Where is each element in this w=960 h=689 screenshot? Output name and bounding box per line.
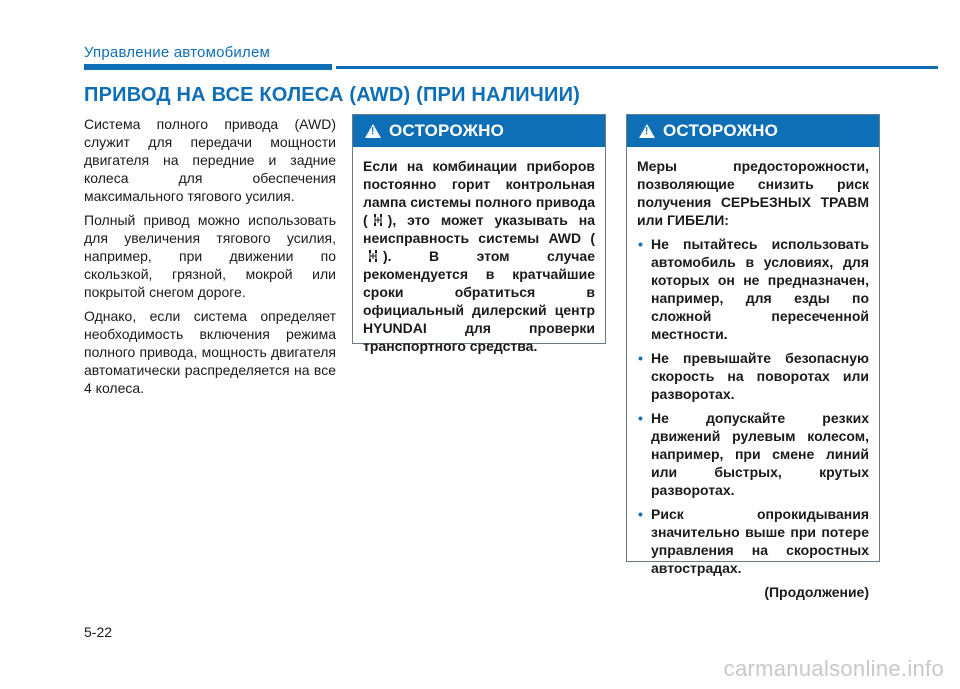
awd-warning-lamp-icon <box>371 213 385 227</box>
list-item-text: Не допускайте резких движений рулевым колесом, например, при смене линий или быстрых, крутых разворотах. <box>651 410 869 498</box>
warning-intro: Меры предосторожности, позволяющие снизить риск получения СЕРЬЕЗНЫХ ТРАВМ или ГИБЕЛИ: <box>637 158 869 228</box>
list-item <box>637 235 869 343</box>
list-item-text: Не превышайте безопасную скорость на поворотах или разворотах. <box>651 350 869 402</box>
body-text-column <box>84 115 336 403</box>
page-title: ПРИВОД НА ВСЕ КОЛЕСА (AWD) (ПРИ НАЛИЧИИ) <box>84 84 581 106</box>
watermark: carmanualsonline.info <box>723 656 944 681</box>
list-item <box>637 505 869 577</box>
header-rule-thin <box>336 66 938 69</box>
page-number: 5-22 <box>84 624 113 640</box>
list-item <box>637 349 869 403</box>
list-item-text: Риск опрокидывания значительно выше при потере управления на скоростных автострадах. <box>651 506 869 576</box>
warning-heading: ОСТОРОЖНО <box>663 121 779 140</box>
warning-triangle-icon: ! <box>639 124 655 138</box>
bullet-dot-icon: • <box>638 410 643 426</box>
bullet-dot-icon: • <box>638 350 643 366</box>
header-section-name: Управление автомобилем <box>84 44 271 61</box>
continued-label: (Продолжение) <box>764 584 869 600</box>
header-rule-thick <box>84 64 332 70</box>
list-item-text: Не пытайтесь использовать автомобиль в условиях, для которых он не предназначен, например, для езды по сложной пересеченной местности. <box>651 236 869 342</box>
warning-text: Если на комбинации приборов постоянно горит контрольная лампа системы полного привода ( <box>363 158 595 228</box>
warning-bullet-list <box>637 235 869 577</box>
warning-header <box>353 115 605 147</box>
paragraph: Система полного привода (AWD) служит для передачи мощности двигателя на передние и задние колеса для обеспечения максимального тягового усилия. <box>84 116 336 204</box>
warning-body <box>627 147 879 611</box>
warning-box-precautions <box>626 114 880 600</box>
warning-header <box>627 115 879 147</box>
bullet-dot-icon: • <box>638 236 643 252</box>
paragraph: Полный привод можно использовать для увеличения тягового усилия, например, при движении по скользкой, грязной, мокрой или покрытой снегом дороге. <box>84 212 336 300</box>
list-item <box>637 409 869 499</box>
warning-text: ). В этом случае рекомендуется в кратчайшие сроки обратиться в официальный дилерский центр HYUNDAI для проверки транспортного средства. <box>363 248 595 354</box>
warning-text: ), это может указывать на неисправность системы AWD ( <box>363 212 595 246</box>
warning-triangle-icon: ! <box>365 124 381 138</box>
awd-warning-lamp-icon <box>366 249 380 263</box>
paragraph: Однако, если система определяет необходимость включения режима полного привода, мощность двигателя автоматически распределяется на все 4 колеса. <box>84 308 336 396</box>
warning-box-awd-lamp <box>352 114 606 354</box>
warning-body <box>353 147 605 365</box>
bullet-dot-icon: • <box>638 506 643 522</box>
warning-heading: ОСТОРОЖНО <box>389 121 505 140</box>
